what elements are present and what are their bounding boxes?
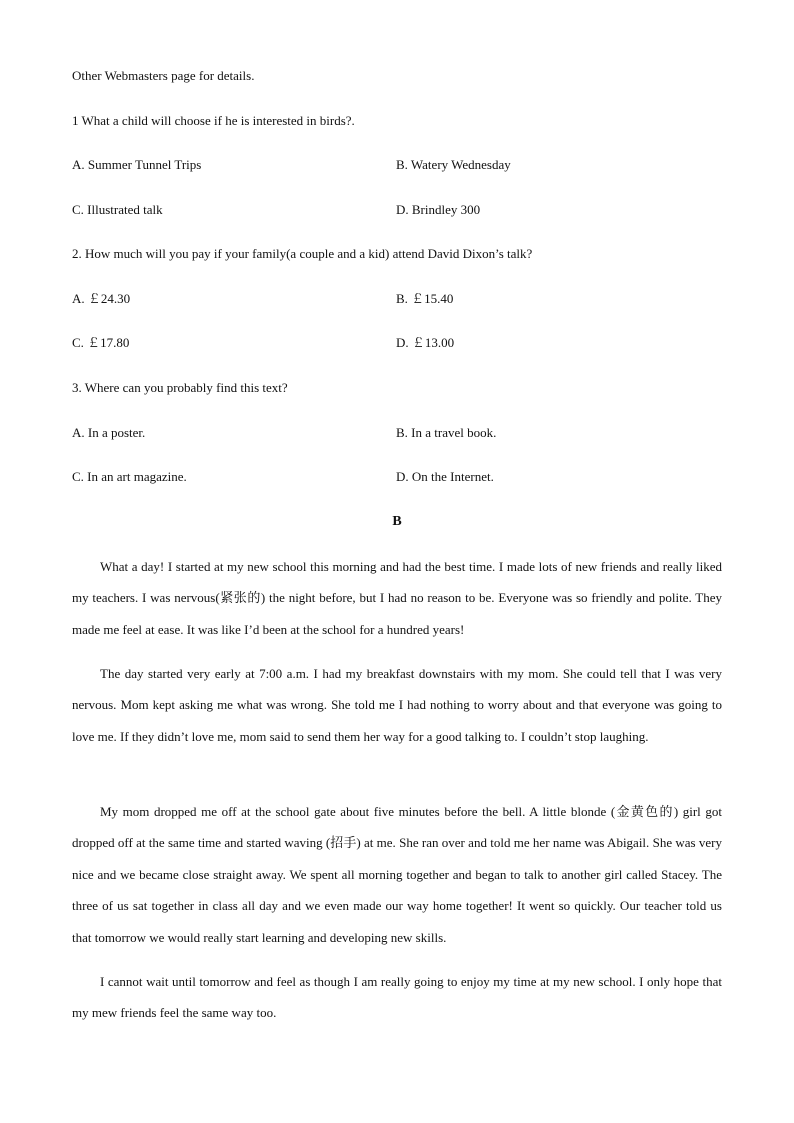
q3-option-a: A. In a poster. [72, 425, 146, 440]
q1-option-a: A. Summer Tunnel Trips [72, 157, 202, 172]
question-3: 3. Where can you probably find this text? [72, 380, 288, 395]
passage-paragraph-1: What a day! I started at my new school this morning and had the best time. I made lots of new friends and really liked my teachers. I was nervous(紧张的) the night before, but I had no reason to be. Everyone was so friendly and polite. They made me feel at ease. It was like I’d been at the school for a hundred years! [72, 559, 722, 637]
q2-option-a: A. ￡24.30 [72, 291, 131, 306]
intro-line: Other Webmasters page for details. [72, 68, 255, 83]
q1-option-b: B. Watery Wednesday [396, 157, 511, 172]
question-2: 2. How much will you pay if your family(a couple and a kid) attend David Dixon’s talk? [72, 246, 533, 261]
passage-paragraph-4: I cannot wait until tomorrow and feel as though I am really going to enjoy my time at my new school. I only hope that my mew friends feel the same way too. [72, 974, 722, 1021]
q3-option-c: C. In an art magazine. [72, 469, 187, 484]
q2-option-b: B. ￡15.40 [396, 291, 454, 306]
q2-option-d: D. ￡13.00 [396, 335, 455, 350]
q1-option-c: C. Illustrated talk [72, 202, 163, 217]
q2-option-c: C. ￡17.80 [72, 335, 130, 350]
q3-option-b: B. In a travel book. [396, 425, 497, 440]
passage-paragraph-2: The day started very early at 7:00 a.m. I had my breakfast downstairs with my mom. She could tell that I was very nervous. Mom kept asking me what was wrong. She told me I had nothing to worry about and that everyone was going to love me. If they didn’t love me, mom said to send them her way for a good talking to. I couldn’t stop laughing. [72, 666, 722, 744]
question-1: 1 What a child will choose if he is interested in birds?. [72, 113, 355, 128]
q1-option-d: D. Brindley 300 [396, 202, 481, 217]
section-heading: B [392, 514, 402, 529]
q3-option-d: D. On the Internet. [396, 469, 494, 484]
passage-paragraph-3: My mom dropped me off at the school gate about five minutes before the bell. A little blonde (金黄色的) girl got dropped off at the same time and started waving (招手) at me. She ran over and told me her name was Abigail. She was very nice and we became close straight away. We spent all morning together and began to talk to another girl called Stacey. The three of us sat together in class all day and we even made our way home together! It went so quickly. Our teacher told us that tomorrow we would really start learning and developing new skills. [72, 804, 722, 945]
